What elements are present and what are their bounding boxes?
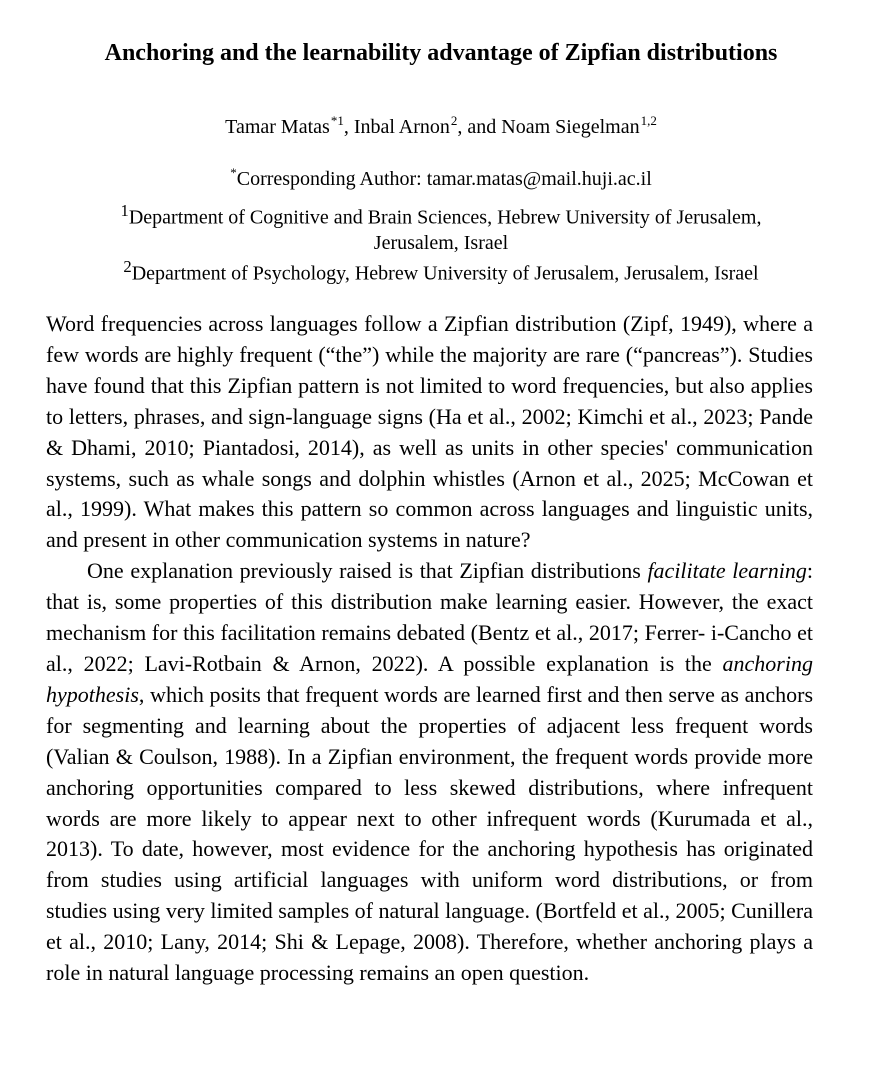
paragraph-text: One explanation previously raised is that Zipfian distributions: [87, 558, 648, 584]
corresponding-marker: *: [230, 165, 237, 180]
paragraph-text: : that is, some properties of this distribution make learning easier. However, the exact mechanism for this facilitation remains debated (Bentz et al., 2017; Ferrer- i-Cancho et al., 2022; Lavi-Rotbain & Arnon, 2022). A possible explanation is the: [46, 558, 813, 676]
corresponding-author-text: Corresponding Author: tamar.matas@mail.huji.ac.il: [236, 168, 652, 190]
affiliation-text: Department of Psychology, Hebrew University of Jerusalem, Jerusalem, Israel: [131, 262, 759, 285]
author-name: Noam Siegelman: [501, 116, 640, 138]
affiliation-1: [80, 198, 802, 256]
paragraph-1: [46, 309, 813, 556]
affiliation-2: [0, 254, 882, 287]
affiliation-marker: 2: [123, 257, 132, 276]
author-separator: ,: [343, 116, 354, 138]
paragraph-text: , which posits that frequent words are learned first and then serve as anchors for segmenting and learning about the properties of adjacent less frequent words (Valian & Coulson, 1988). In a Zipfian environment, the frequent words provide more anchoring opportunities compared to less skewed distributions, where infrequent words are more likely to appear next to other infrequent words (Kurumada et al., 2013). To date, however, most evidence for the anchoring hypothesis has originated from studies using artificial languages with uniform word distributions, or from studies using very limited samples of natural language. (Bortfeld et al., 2005; Cunillera et al., 2010; Lany, 2014; Shi & Lepage, 2008). Therefore, whether anchoring plays a role in natural language processing remains an open question.: [46, 681, 813, 986]
author-affiliation-marker: *1: [330, 113, 344, 128]
author-name: Inbal Arnon: [353, 116, 450, 138]
emphasis-text: anchoring hypothesis: [46, 650, 813, 707]
paragraph-2: [46, 556, 813, 989]
author-separator: , and: [457, 116, 502, 138]
affiliation-marker: 1: [120, 201, 129, 220]
corresponding-author: [0, 166, 882, 192]
body-text: [46, 309, 813, 989]
affiliation-text: Department of Cognitive and Brain Sciences, Hebrew University of Jerusalem, Jerusalem, Israel: [128, 206, 762, 254]
paper-title: Anchoring and the learnability advantage of Zipfian distributions: [104, 40, 778, 66]
author-name: Tamar Matas: [225, 116, 330, 138]
paragraph-text: Word frequencies across languages follow a Zipfian distribution (Zipf, 1949), where a few words are highly frequent (“the”) while the majority are rare (“pancreas”). Studies have found that this Zipfian pattern is not limited to word frequencies, but also applies to letters, phrases, and sign-language signs (Ha et al., 2002; Kimchi et al., 2023; Pande & Dhami, 2010; Piantadosi, 2014), as well as units in other species' communication systems, such as whale songs and dolphin whistles (Arnon et al., 2025; McCowan et al., 1999). What makes this pattern so common across languages and linguistic units, and present in other communication systems in nature?: [46, 311, 813, 553]
author-affiliation-marker: 1,2: [640, 113, 657, 128]
author-affiliation-marker: 2: [450, 113, 458, 128]
author-list: [0, 114, 882, 140]
emphasis-text: facilitate learning: [647, 558, 807, 584]
